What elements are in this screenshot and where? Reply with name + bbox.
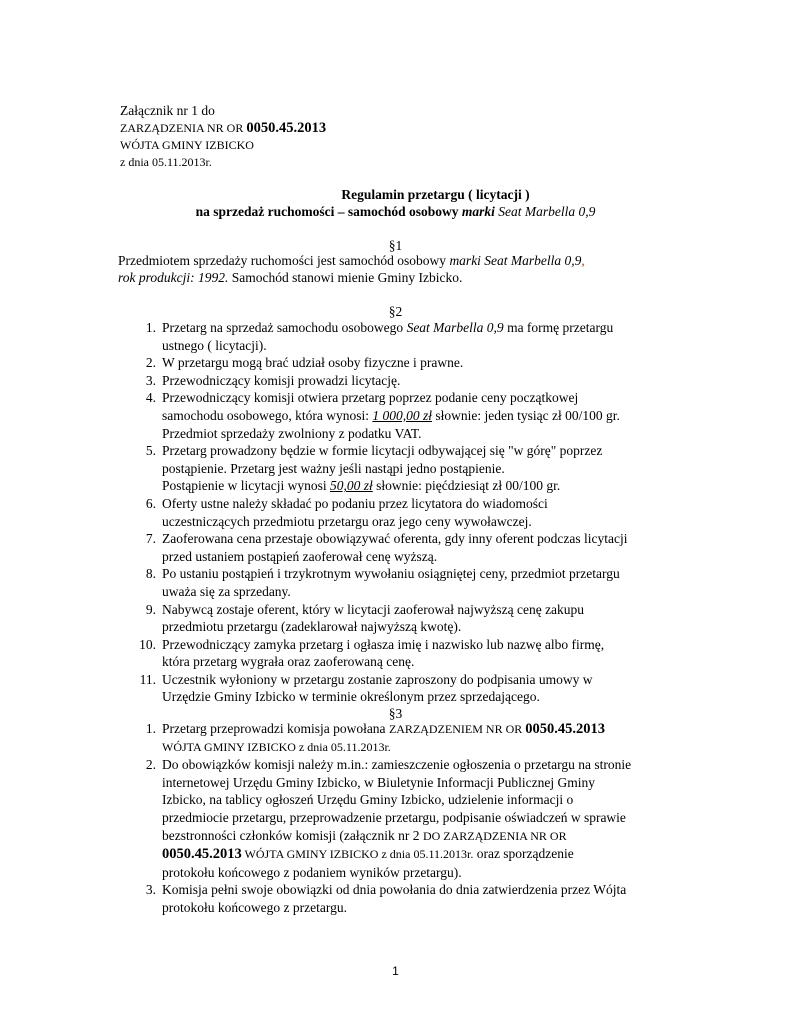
section-3-heading: §3 — [388, 706, 403, 721]
list-item: 3. Komisja pełni swoje obowiązki od dnia powołania do dnia zatwierdzenia przez Wójta protokołu końcowego z przetargu. — [145, 882, 627, 915]
list-item: 10. Przewodniczący zamyka przetarg i ogłasza imię i nazwisko lub nazwę albo firmę, która przetarg wygrała oraz zaoferowaną cenę. — [139, 636, 605, 670]
section-1-text: Przedmiotem sprzedaży ruchomości jest samochód osobowy marki Seat Marbella 0,9, rok produkcji: 1992. Samochód stanowi mienie Gminy Izbicko. — [118, 253, 585, 285]
list-item: 5. Przetarg prowadzony będzie w formie licytacji odbywającej się "w górę" poprzez postąpienie. Przetarg jest ważny jeśli nastąpi jedno postąpienie. Postąpienie w licytacji wynosi 50,00 zł słownie: pięćdziesiąt zł 00/100 gr. — [145, 443, 603, 494]
header-line-3: WÓJTA GMINY IZBICKO — [120, 138, 254, 152]
list-item: 9. Nabywcą zostaje oferent, który w licytacji zaoferował najwyższą cenę zakupu przedmiotu przetargu (zadeklarował najwyższą kwotę). — [145, 601, 585, 635]
title-line-2: na sprzedaż ruchomości – samochód osobowy marki Seat Marbella 0,9 — [195, 204, 596, 219]
page-number: 1 — [392, 964, 399, 978]
list-item: 1. Przetarg przeprowadzi komisja powołana ZARZĄDZENIEM NR OR 0050.45.2013 WÓJTA GMINY IZBICKO z dnia 05.11.2013r. — [145, 721, 606, 754]
list-item: 1. Przetarg na sprzedaż samochodu osobowego Seat Marbella 0,9 ma formę przetargu ustnego ( licytacji). — [145, 320, 614, 353]
list-item: 7. Zaoferowana cena przestaje obowiązywać oferenta, gdy inny oferent podczas licytacji przed ustaniem postąpień zaoferował cenę wyższą. — [145, 531, 628, 564]
header-line-4: z dnia 05.11.2013r. — [120, 155, 212, 169]
list-item: 2. W przetargu mogą brać udział osoby fizyczne i prawne. — [145, 355, 464, 371]
section-2-list — [136, 319, 628, 706]
section-2-heading: §2 — [388, 304, 403, 319]
header-line-1: Załącznik nr 1 do — [120, 103, 215, 118]
attachment-header — [120, 102, 326, 171]
list-item: 4. Przewodniczący komisji otwiera przetarg poprzez podanie ceny początkowej samochodu osobowego, która wynosi: 1 000,00 zł słownie: jeden tysiąc zł 00/100 gr. Przedmiot sprzedaży zwolniony z podatku VAT. — [145, 390, 620, 441]
title-line-1: Regulamin przetargu ( licytacji ) — [341, 187, 530, 202]
list-item: 6. Oferty ustne należy składać po podaniu przez licytatora do wiadomości uczestniczących przedmiotu przetargu oraz jego ceny wywoławczej. — [145, 495, 548, 529]
section-3-list — [136, 720, 631, 917]
list-item: 3. Przewodniczący komisji prowadzi licytację. — [145, 372, 401, 388]
document-title — [0, 186, 791, 220]
list-item: 2. Do obowiązków komisji należy m.in.: zamieszczenie ogłoszenia o przetargu na stronie internetowej Urzędu Gminy Izbicko, w Biuletynie Informacji Publicznej Gminy Izbicko, na tablicy ogłoszeń Urzędu Gminy Izbicko, udzielenie informacji o przedmiocie przetargu, przeprowadzenie przetargu, podpisanie oświadczeń w sprawie bezstronności członków komisji (załącznik nr 2 DO ZARZĄDZENIA NR OR 0050.45.2013 WÓJTA GMINY IZBICKO z dnia 05.11.2013r. oraz sporządzenie protokołu końcowego z podaniem wyników przetargu). — [145, 757, 632, 880]
header-line-2: ZARZĄDZENIA NR OR 0050.45.2013 — [120, 120, 327, 136]
list-item: 11. Uczestnik wyłoniony w przetargu zostanie zaproszony do podpisania umowy w Urzędzie Gminy Izbicko w terminie określonym przez sprzedającego. — [139, 671, 593, 705]
section-1-heading: §1 — [388, 238, 403, 253]
list-item: 8. Po ustaniu postąpień i trzykrotnym wywołaniu osiągniętej ceny, przedmiot przetargu uważa się za sprzedany. — [145, 566, 620, 599]
